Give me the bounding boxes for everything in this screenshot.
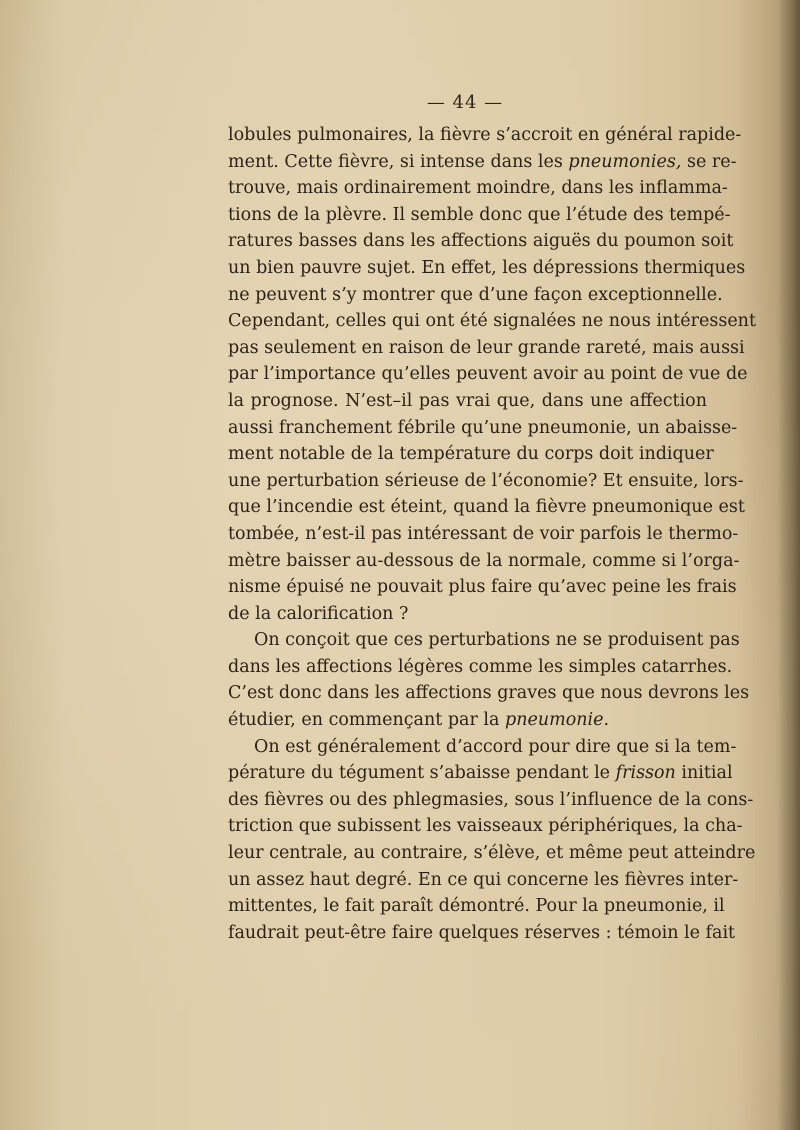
text-line: un assez haut degré. En ce qui concerne les fièvres inter-	[228, 869, 739, 890]
spine-shadow	[778, 0, 800, 1130]
text-line: de la calorification ?	[228, 603, 409, 624]
text-line: que l’incendie est éteint, quand la fièvre pneumonique est	[228, 497, 745, 518]
text-line: lobules pulmonaires, la fièvre s’accroit en général rapide-	[228, 125, 742, 145]
text-line: faudrait peut-être faire quelques réserves : témoin le fait	[228, 922, 736, 943]
text-line: C’est donc dans les affections graves que nous devrons les	[228, 683, 750, 704]
text-line: mittentes, le fait paraît démontré. Pour la pneumonie, il	[228, 896, 725, 917]
italic-term: pneumonies,	[568, 151, 682, 172]
text-line: ment. Cette fièvre, si intense dans les pneumonies, se re-	[228, 151, 737, 172]
page-number: — 44 —	[426, 92, 504, 113]
text-line: ne peuvent s’y montrer que d’une façon exceptionnelle.	[228, 284, 723, 305]
text-line: trouve, mais ordinairement moindre, dans les inflamma-	[228, 178, 728, 199]
italic-term: frisson	[615, 763, 676, 784]
text-line: une perturbation sérieuse de l’économie? Et ensuite, lors-	[228, 470, 744, 491]
text-line: Cependant, celles qui ont été signalées ne nous intéressent	[228, 311, 756, 332]
text-line: dans les affections légères comme les simples catarrhes.	[228, 656, 733, 677]
text-line: tombée, n’est-il pas intéressant de voir parfois le thermo-	[228, 523, 739, 544]
italic-term: pneumonie.	[505, 710, 610, 731]
text-line: leur centrale, au contraire, s’élève, et même peut atteindre	[228, 843, 756, 864]
text-line: tions de la plèvre. Il semble donc que l’étude des tempé-	[228, 204, 731, 225]
paragraph-2	[228, 627, 750, 733]
text-line: pérature du tégument s’abaisse pendant le frisson initial	[228, 763, 733, 784]
paragraph-1	[228, 122, 756, 627]
text-line: aussi franchement fébrile qu’une pneumonie, un abaisse-	[228, 417, 738, 438]
text-line: nisme épuisé ne pouvait plus faire qu’avec peine les frais	[228, 577, 737, 598]
text-line: étudier, en commençant par la pneumonie.	[228, 710, 610, 731]
text-line: la prognose. N’est–il pas vrai que, dans une affection	[228, 390, 707, 411]
text-line: ment notable de la température du corps doit indiquer	[228, 444, 714, 465]
text-line: On conçoit que ces perturbations ne se produisent pas	[254, 630, 740, 651]
text-line: mètre baisser au-dessous de la normale, comme si l’orga-	[228, 550, 740, 571]
text-line: des fièvres ou des phlegmasies, sous l’influence de la cons-	[228, 789, 754, 810]
text-line: ratures basses dans les affections aiguës du poumon soit	[228, 231, 734, 252]
paragraph-3	[228, 734, 756, 947]
text-line: pas seulement en raison de leur grande rareté, mais aussi	[228, 337, 745, 358]
text-line: On est généralement d’accord pour dire que si la tem-	[254, 736, 737, 757]
text-line: triction que subissent les vaisseaux périphériques, la cha-	[228, 816, 743, 837]
text-line: un bien pauvre sujet. En effet, les dépressions thermiques	[228, 257, 746, 278]
text-line: par l’importance qu’elles peuvent avoir au point de vue de	[228, 364, 748, 385]
body-text	[228, 122, 756, 946]
